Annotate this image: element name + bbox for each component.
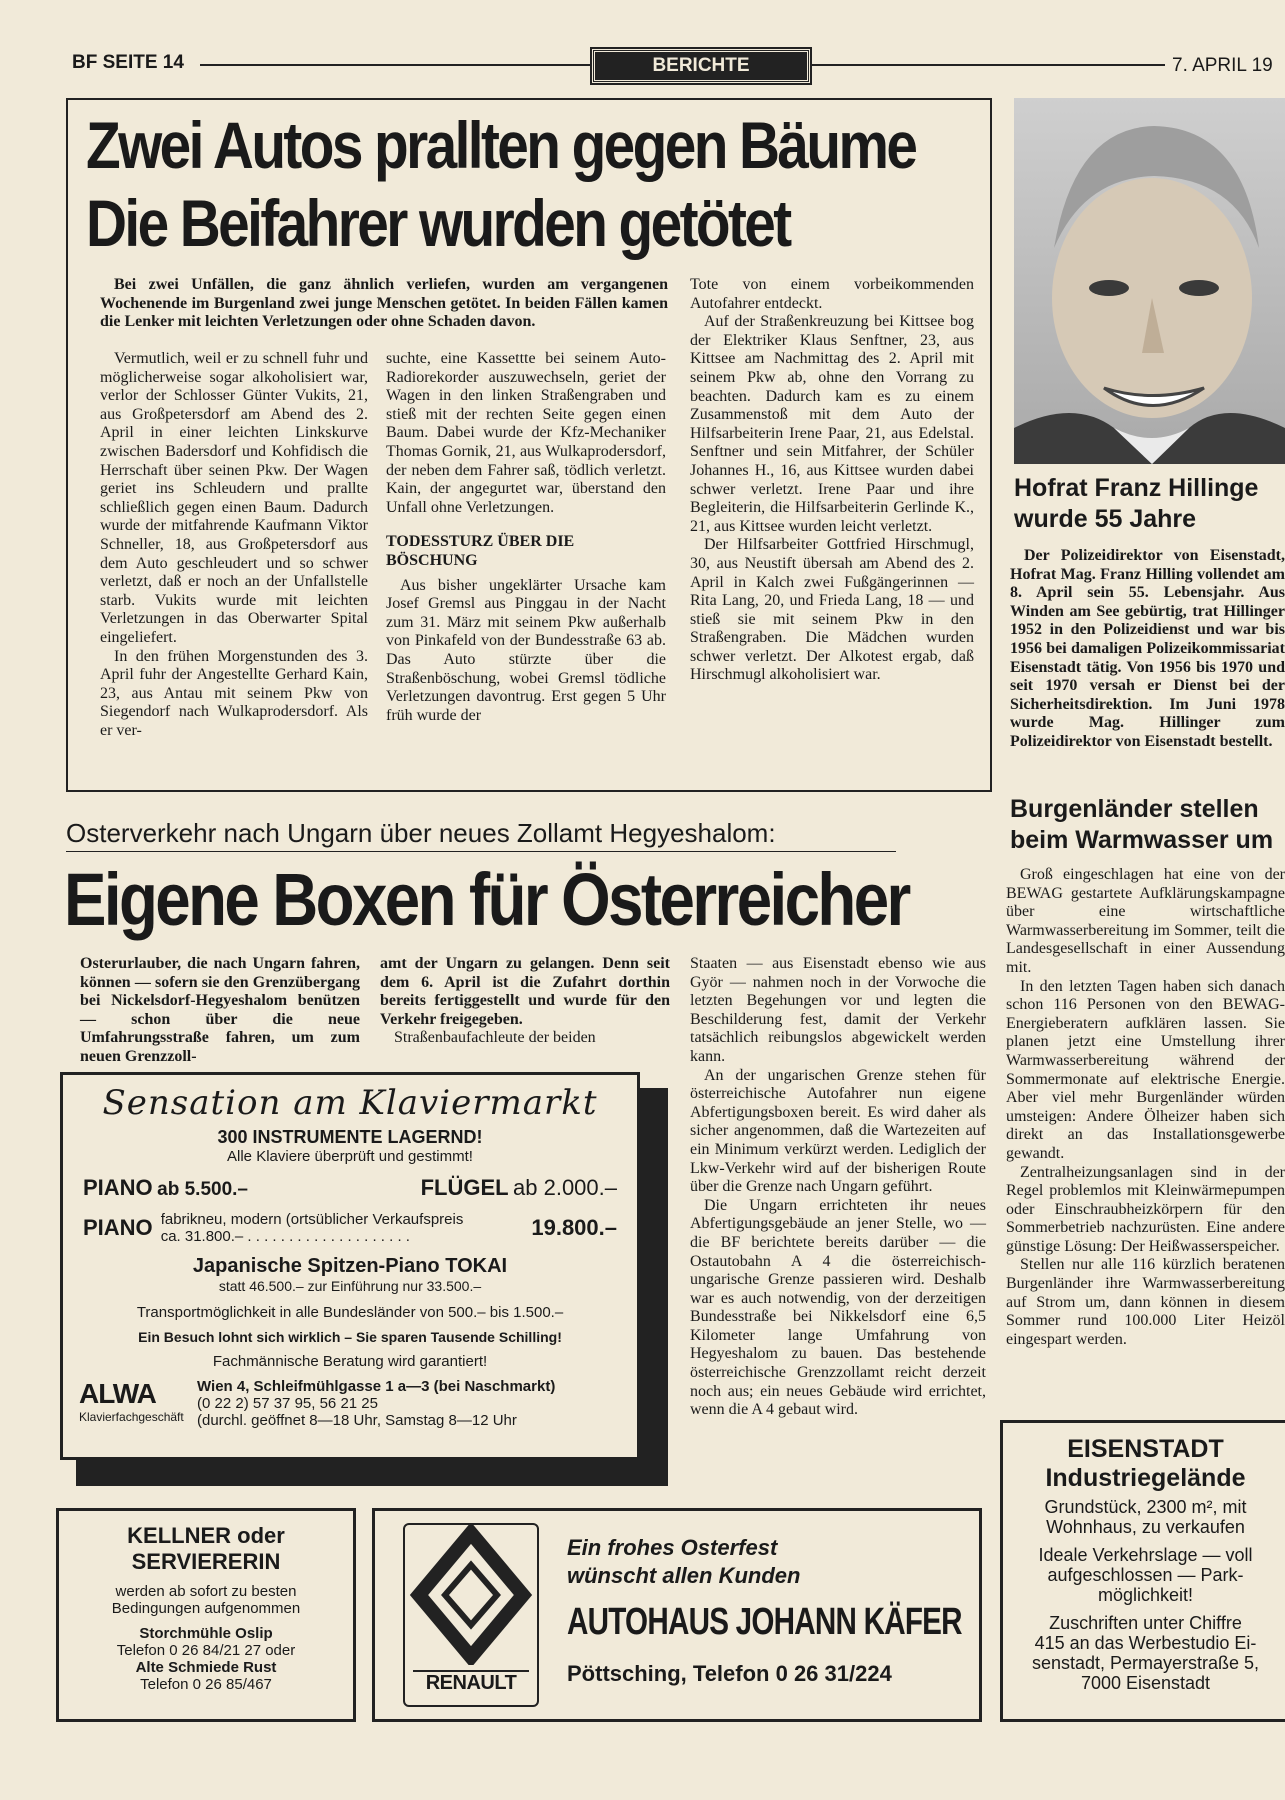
accident-lead: Bei zwei Unfällen, die ganz ähnlich verliefen, wurden am vergangenen Wochenende im Burgenland zwei junge Menschen getötet. In beiden Fällen kamen die Lenker mit leichten Verletzungen oder ohne Schaden davon. [100,276,668,331]
page-date: 7. APRIL 19 [1172,55,1273,76]
paragraph: Tote von einem vorbeikommenden Autofahrer entdeckt. [690,276,974,312]
piano-label: PIANO [83,1175,153,1200]
piano-ad-title: Sensation am Klaviermarkt [102,1083,598,1123]
warmwater-headline-1: Burgenländer stellen [1010,795,1259,823]
paragraph: Straßenbaufachleute der beiden [394,1029,596,1047]
section-label: BERICHTE [592,49,810,83]
warmwater-text [1006,866,1285,1401]
hungary-headline: Eigene Boxen für Österreicher [64,858,909,941]
eisenstadt-line: aufgeschlossen — Park- [1047,1565,1244,1585]
renault-greeting-1: Ein frohes Osterfest [567,1535,778,1560]
kellner-title-1: KELLNER oder [127,1523,285,1548]
paragraph: suchte, eine Kassettte bei seinem Auto-Radiorekorder auszuwechseln, geriet der Wagen in den linken Straßengraben und stieß mit der rechten Seite gegen einen Baum. Dabei wurde der Kfz-Mechaniker Thomas Gornik, 21, aus Wulkaprodersdorf, der neben dem Fahrer saß, tödlich verletzt. Kain, der angegurtet war, überstand den Unfall ohne Verletzungen. [386,350,666,516]
paragraph: Aus bisher ungeklärter Ursache kam Josef Gremsl aus Pinggau in der Nacht zum 31. März mit seinem Pkw außerhalb von Pinkafeld von der Bundesstraße 63 ab. Das Auto stürzte über die Straßenböschung, wobei Gremsl tödliche Verletzungen davontrug. Erst gegen 5 Uhr früh wurde der [386,576,666,724]
hillinger-text: Der Polizeidirektor von Eisenstadt, Hofrat Mag. Franz Hilling vollendet am 8. April sein 55. Lebensjahr. Aus Winden am See gebürtig, trat Hillinger 1952 in den Polizeidienst und war bis 1956 bei damaligen Polizeikommissariat Eisenstadt tätig. Von 1956 bis 1970 und seit 1970 versah er Dienst bei der Sicherheitsdirektion. Im Juni 1978 wurde Mag. Hillinger zum Polizeidirektor von Eisenstadt bestellt. [1010,547,1285,750]
eisenstadt-line: senstadt, Permayerstraße 5, [1031,1653,1260,1673]
eisenstadt-ad [1000,1420,1285,1722]
hillinger-headline-2: wurde 55 Jahre [1014,505,1197,533]
kellner-ad [56,1508,356,1722]
renault-company: AUTOHAUS JOHANN KÄFER [567,1601,962,1643]
alwa-hours: (durchl. geöffnet 8—18 Uhr, Samstag 8—12 Uhr [197,1412,517,1429]
accident-headline-1: Zwei Autos prallten gegen Bäume [86,108,916,182]
piano2-desc: fabrikneu, modern (ortsüblicher Verkaufspreis ca. 31.800.– . . . . . . . . . . . . . . . . . . . . [160,1211,464,1245]
piano-ad-line2: Alle Klaviere überprüft und gestimmt! [227,1148,473,1165]
transport-line: Transportmöglichkeit in alle Bundesländer von 500.– bis 1.500.– [136,1304,564,1321]
piano-price: ab 5.500.– [157,1179,248,1200]
eisenstadt-line: möglichkeit! [1097,1585,1194,1605]
renault-greeting-2: wünscht allen Kunden [567,1563,801,1588]
hungary-lead-col-2: amt der Ungarn zu gelangen. Denn seit dem 6. April ist die Zufahrt dorthin bereits fertiggestellt und wurde für den Verkehr freigegeben. [380,955,670,1028]
accident-col-2 [386,350,666,725]
hungary-col-2 [380,955,670,1048]
kicker-underline [66,851,896,852]
kellner-place-2: Alte Schmiede Rust [135,1659,277,1676]
eisenstadt-title-2: Industriegelände [1045,1464,1246,1492]
advice-line: Fachmännische Beratung wird garantiert! [212,1353,488,1370]
accident-headline-2: Die Beifahrer wurden getötet [86,186,790,260]
renault-contact: Pöttsching, Telefon 0 26 31/224 [567,1661,892,1686]
kellner-place-1: Storchmühle Oslip [139,1625,273,1642]
paragraph: Die Ungarn errichteten ihr neues Abfertigungsgebäude an jener Stelle, wo — die BF berichtete bereits darüber — die Ostautobahn A 4 die österreichisch-ungarische Grenze passieren wird. Deshalb war es auch notwendig, von der derzeitigen Bundesstraße bei Nikkelsdorf eine 6,5 Kilometer lange Umfahrung von Hegyeshalom zu bauen. Das bestehende österreichische Grenzzollamt reicht derzeit noch aus; ein neues Gebäude wird errichtet, wenn die A 4 gebaut wird. [690,1196,986,1419]
fluegel-price: ab 2.000.– [513,1175,617,1200]
eisenstadt-title-1: EISENSTADT [1067,1435,1224,1463]
hungary-col-3 [690,955,986,1420]
kellner-text-2: Bedingungen aufgenommen [111,1600,301,1617]
alwa-phone: (0 22 2) 57 37 95, 56 21 25 [197,1395,378,1412]
alwa-address: Wien 4, Schleifmühlgasse 1 a—3 (bei Naschmarkt) [197,1378,556,1395]
portrait-photo [1014,98,1285,464]
fluegel-label: FLÜGEL [420,1175,509,1200]
kellner-text-1: werden ab sofort zu besten [115,1583,297,1600]
renault-ad [372,1508,982,1722]
alwa-brand: ALWA [79,1378,156,1409]
paragraph: Auf der Straßenkreuzung bei Kittsee bog der Elektriker Klaus Senftner, 23, aus Kittsee am Nachmittag des 2. April mit seinem Pkw ab, ohne den Vorrang zu beachten. Dadurch kam es zu einem Zusammenstoß mit dem Auto der Hilfsarbeiterin Irene Paar, 21, aus Edelstal. Senftner und sein Mitfahrer, der Schüler Johannes H., 16, aus Kittsee wurden dabei schwer verletzt. Irene Paar und ihre Begleiterin, die Hilfsarbeiterin Gerlinde K., 21, aus Kittsee wurden leicht verletzt. [690,313,974,535]
piano2-price: 19.800.– [531,1215,617,1240]
paragraph: In den letzten Tagen haben sich danach schon 116 Personen von den BEWAG-Energieberatern aufklären lassen. Sie planen jetzt eine Umstellung ihrer Warmwasserbereitung während der Sommermonate auf elektrische Energie. Aber viel mehr Burgenländer würden umsteigen: Andere Ölheizer haben sich direkt an das Installationsgewerbe gewandt. [1006,977,1285,1162]
hungary-kicker: Osterverkehr nach Ungarn über neues Zollamt Hegyeshalom: [66,818,776,848]
piano-ad-line1: 300 INSTRUMENTE LAGERND! [217,1127,483,1147]
paragraph: Stellen nur alle 116 kürzlich beratenen Burgenländer ihre Warmwasserbereitung auf Strom um, dann können in diesem Sommer rund 100.000 Liter Heizöl eingespart werden. [1006,1256,1285,1348]
renault-logo-text: RENAULT [413,1670,529,1695]
alwa-sub: Klavierfachgeschäft [79,1410,184,1424]
eisenstadt-line: 7000 Eisenstadt [1080,1673,1211,1693]
paragraph: Der Hilfsarbeiter Gottfried Hirschmugl, 30, aus Neustift übersah am Abend des 2. April in Kalch zwei Fußgängerinnen — Rita Lang, 20, und Frieda Lang, 18 — und stieß sie mit seinem Pkw in den Straßengraben. Die Mädchen wurden schwer verletzt. Der Alkotest ergab, daß Hirschmugl alkoholisiert war. [690,536,974,684]
kellner-tel-1: Telefon 0 26 84/21 27 oder [116,1642,296,1659]
visit-line: Ein Besuch lohnt sich wirklich – Sie sparen Tausende Schilling! [138,1329,562,1345]
subheading: TODESSTURZ ÜBER DIE BÖSCHUNG [386,533,575,569]
paragraph: Zentralheizungsanlagen sind in der Regel problemlos mit Kleinwärmepumpen oder Einschraubheizkörpern für den Sommerbetrieb nachzurüsten. Eine andere günstige Lösung: Der Heißwasserspeicher. [1006,1163,1285,1255]
accident-col-3 [690,276,974,685]
kellner-tel-2: Telefon 0 26 85/467 [140,1676,272,1693]
paragraph: Vermutlich, weil er zu schnell fuhr und möglicherweise sogar alkoholisiert war, verlor der Schlosser Günter Vukits, 21, aus Großpetersdorf am Abend des 2. April in einer leichten Linkskurve zwischen Badersdorf und Kohfidisch die Herrschaft über seinen Pkw. Der Wagen geriet ins Schleudern und prallte schließlich gegen einen Baum. Dadurch wurde der mitfahrende Kaufmann Viktor Schneller, 18, aus Großpetersdorf aus dem Auto geschleudert und so schwer verletzt, daß er noch an der Unfallstelle starb. Vukits wurde mit leichten Verletzungen in das Oberwarter Spital eingeliefert. [100,350,368,646]
eisenstadt-line: 415 an das Werbestudio Ei- [1034,1633,1257,1653]
eisenstadt-line: Wohnhaus, zu verkaufen [1046,1517,1245,1537]
paragraph: Groß eingeschlagen hat eine von der BEWAG gestartete Aufklärungskampagne über eine wirtschaftliche Warmwasserbereitung im Sommer, teilt die Landesgesellschaft in einer Aussendung mit. [1006,866,1285,976]
piano-ad [60,1072,640,1460]
tokai-price: statt 46.500.– zur Einführung nur 33.500.– [218,1278,482,1294]
eisenstadt-line: Ideale Verkehrslage — voll [1038,1545,1253,1565]
kellner-title-2: SERVIERERIN [131,1549,281,1574]
header-rule-right [810,64,1165,66]
paragraph: In den frühen Morgenstunden des 3. April fuhr der Angestellte Gerhard Kain, 23, aus Antau mit seinem Pkw von Siegendorf nach Wulkaprodersdorf. Als er ver- [100,647,368,739]
paragraph: An der ungarischen Grenze stehen für österreichische Autofahrer nun eigene Abfertigungsboxen bereit. Es wird daher als sicher angenommen, daß die Wartezeiten auf ein Minimum verkürzt werden. Lediglich der Lkw-Verkehr wird auf der bisherigen Route über die Grenze nach Ungarn geführt. [690,1066,986,1196]
portrait-illustration [1014,98,1285,464]
page-label: BF SEITE 14 [72,52,184,73]
renault-logo [403,1523,539,1707]
paragraph: Staaten — aus Eisenstadt ebenso wie aus Györ — nahmen noch in der Vorwoche die letzten Begehungen vor und legten die Beschilderung fest, damit der Verkehr tatsächlich reibungslos abgewickelt werden kann. [690,955,986,1065]
hungary-lead-col-1: Osterurlauber, die nach Ungarn fahren, können — sofern sie den Grenzübergang bei Nickelsdorf-Hegyeshalom benützen — schon über die neue Umfahrungsstraße fahren, um zum neuen Grenzzoll- [80,955,360,1065]
eisenstadt-line: Zuschriften unter Chiffre [1049,1613,1242,1633]
header-rule-left [200,64,590,66]
eisenstadt-line: Grundstück, 2300 m², mit [1044,1497,1247,1517]
hillinger-headline-1: Hofrat Franz Hillinge [1014,474,1259,502]
piano2-label: PIANO [83,1215,153,1240]
warmwater-headline-2: beim Warmwasser um [1010,826,1274,854]
accident-col-1 [100,350,368,740]
renault-diamond-icon [405,1525,537,1665]
tokai-line: Japanische Spitzen-Piano TOKAI [192,1255,508,1277]
